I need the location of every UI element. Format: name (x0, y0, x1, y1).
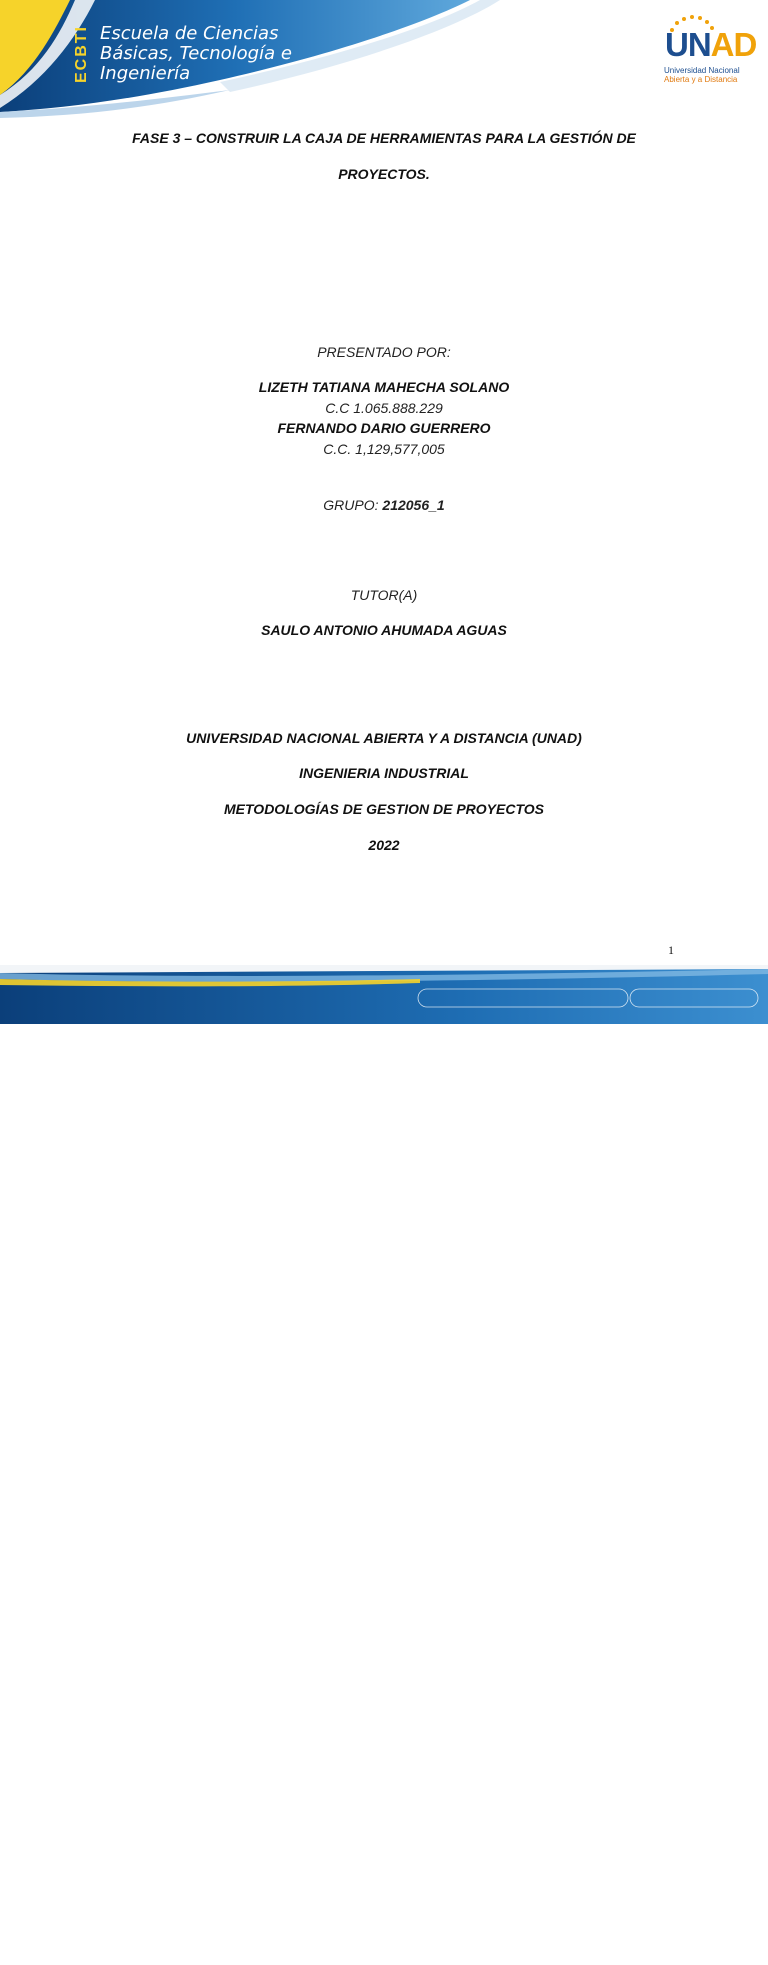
document-year: 2022 (368, 837, 400, 853)
group-label: GRUPO: (323, 497, 383, 513)
author-1-name: LIZETH TATIANA MAHECHA SOLANO (258, 379, 510, 395)
document-title-line-1: FASE 3 – CONSTRUIR LA CAJA DE HERRAMIENTAS PARA LA GESTIÓN DE (132, 130, 636, 146)
school-line-2: Básicas, Tecnología e (100, 43, 292, 64)
unad-logo-accent: AD (710, 26, 757, 63)
presented-by-label: PRESENTADO POR: (317, 344, 451, 360)
footer-banner (0, 965, 768, 1965)
tutor-name: SAULO ANTONIO AHUMADA AGUAS (261, 622, 507, 638)
footer-copyright-note: Prohibida su reproducción y copia sin autorización de la UNAD. (428, 1959, 569, 1965)
tutor-label: TUTOR(A) (350, 587, 418, 603)
unad-logo (665, 26, 756, 64)
unad-logo-subtitle (664, 66, 740, 84)
school-name (100, 24, 292, 84)
unad-logo-sub-1: Universidad Nacional (664, 66, 740, 75)
author-1-id: C.C 1.065.888.229 (325, 400, 443, 416)
course-name: METODOLOGÍAS DE GESTION DE PROYECTOS (224, 801, 544, 817)
ecbti-badge: ECBTI (73, 25, 90, 83)
footer-rights-note: UNAD © 2020 derechos reservados. (635, 1959, 717, 1965)
author-2-name: FERNANDO DARIO GUERRERO (277, 420, 491, 436)
page-number: 1 (668, 943, 674, 957)
author-2-id: C.C. 1,129,577,005 (323, 441, 445, 457)
footer-wave-graphic (0, 965, 768, 1024)
unad-logo-text: UN (665, 26, 711, 63)
group-line (0, 497, 768, 513)
school-line-3: Ingeniería (100, 63, 191, 84)
group-value: 212056_1 (382, 497, 445, 513)
school-line-1: Escuela de Ciencias (100, 23, 279, 44)
program-name: INGENIERIA INDUSTRIAL (299, 765, 469, 781)
header-banner (0, 0, 768, 120)
document-title-line-2: PROYECTOS. (338, 166, 430, 182)
university-name: UNIVERSIDAD NACIONAL ABIERTA Y A DISTANCIA (UNAD) (186, 730, 582, 746)
unad-logo-sub-2: Abierta y a Distancia (664, 75, 738, 84)
